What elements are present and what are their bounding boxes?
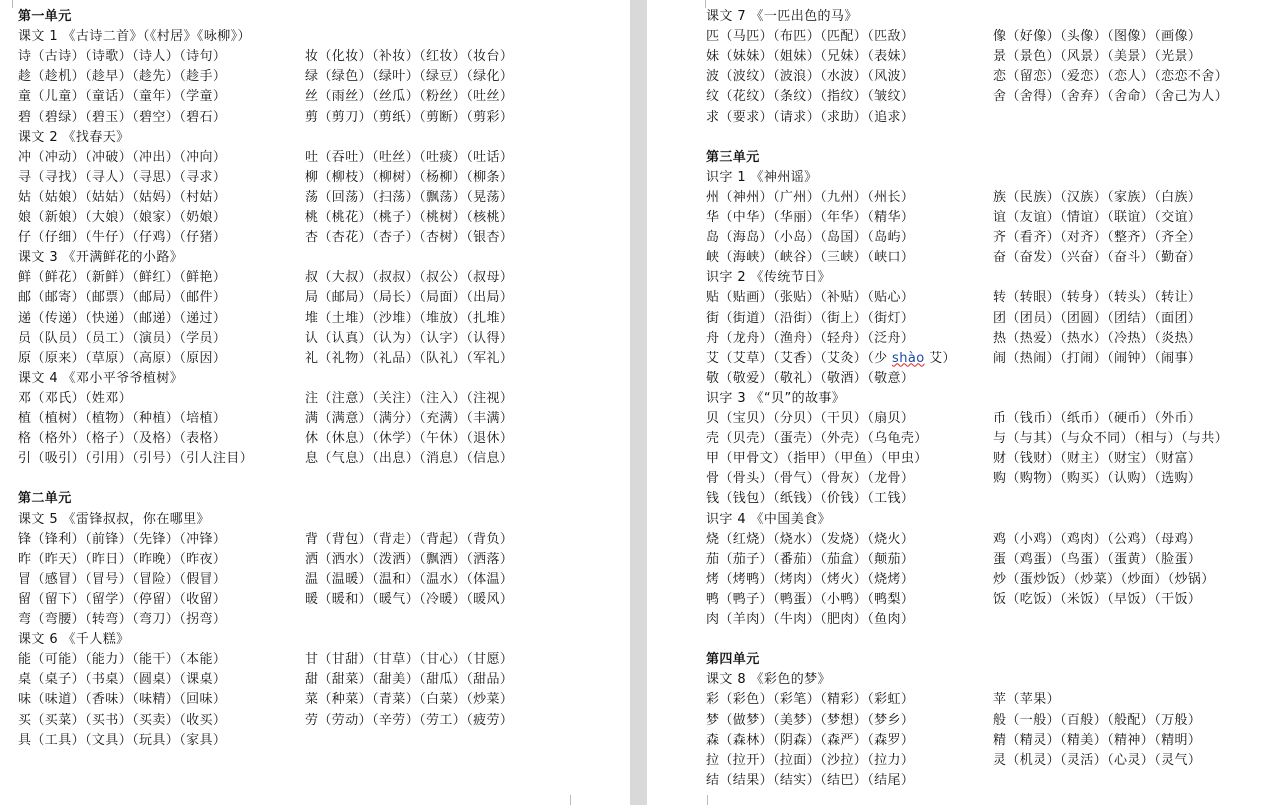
- right-document-page: [647, 0, 1280, 805]
- right-column-entry: 谊（友谊）（情谊）（联谊）（交谊）: [993, 210, 1202, 225]
- left-document-page: [0, 0, 630, 805]
- right-column-entry: 奋（奋发）（兴奋）（奋斗）（勤奋）: [993, 250, 1202, 266]
- unit-title: 第一单元: [18, 9, 72, 24]
- right-column-entry: 像（好像）（头像）（图像）（画像）: [993, 29, 1202, 45]
- word-entry-text: 梦（做梦）（美梦）（梦想）（梦乡）: [706, 712, 915, 728]
- right-column-entry: 族（民族）（汉族）（家族）（白族）: [993, 189, 1202, 205]
- word-entry-text: 原（原来）（草原）（高原）（原因）: [18, 350, 227, 366]
- word-entry-text: 锋（锋利）（前锋）（先锋）（冲锋）: [18, 531, 227, 547]
- word-entry-text: 买（买菜）（买书）（买卖）（收买）: [18, 712, 227, 728]
- right-column-entry: 杏（杏花）（杏子）（杏树）（银杏）: [305, 230, 514, 246]
- left-column-entry: [706, 228, 914, 248]
- left-column-entry: [706, 489, 914, 509]
- left-column-entry: [706, 148, 760, 168]
- left-column-entry: [706, 590, 914, 610]
- right-column-entry: 景（景色）（风景）（美景）（光景）: [993, 49, 1202, 65]
- word-entry-text: 贝（宝贝）（分贝）（干贝）（扇贝）: [706, 411, 915, 426]
- word-entry-text: 诗（古诗）（诗歌）（诗人）（诗句）: [18, 49, 227, 65]
- right-column-entry: 鸡（小鸡）（鸡肉）（公鸡）（母鸡）: [993, 531, 1202, 547]
- word-entry-text: 匹（马匹）（布匹）（匹配）（匹敌）: [706, 29, 915, 45]
- word-entry-text: 员（队员）（员工）（演员）（学员）: [18, 330, 227, 346]
- word-entry-text: 波（波纹）（波浪）（水波）（风波）: [706, 69, 915, 85]
- word-entry-text: 彩（彩色）（彩笔）（精彩）（彩虹）: [706, 692, 915, 708]
- word-entry-text: 街（街道）（沿街）（街上）（街灯）: [706, 310, 915, 326]
- left-column-entry: [18, 248, 183, 268]
- left-column-entry: [18, 188, 226, 208]
- left-column-entry: [706, 711, 914, 731]
- word-entry-text: 冲（冲动）（冲破）（冲出）（冲向）: [18, 149, 227, 165]
- left-column-entry: [706, 751, 914, 771]
- left-column-entry: [18, 268, 226, 288]
- word-entry-text: 娘（新娘）（大娘）（娘家）（奶娘）: [18, 210, 227, 225]
- word-entry-text: 课文 1 《古诗二首》（《村居》《咏柳》）: [18, 29, 251, 45]
- word-entry-text: 烤（烤鸭）（烤肉）（烤火）（烧烤）: [706, 571, 915, 587]
- right-column-entry: 恋（留恋）（爱恋）（恋人）（恋恋不舍）: [993, 69, 1229, 85]
- right-column-entry: 桃（桃花）（桃子）（桃树）（核桃）: [305, 210, 514, 225]
- left-column-entry: [18, 510, 210, 530]
- left-column-entry: [706, 449, 928, 469]
- word-entry-text: 肉（羊肉）（牛肉）（肥肉）（鱼肉）: [706, 612, 915, 627]
- left-column-entry: [18, 369, 183, 389]
- right-column-entry: 热（热爱）（热水）（冷热）（炎热）: [993, 330, 1202, 346]
- right-column-entry: 叔（大叔）（叔叔）（叔公）（叔母）: [305, 270, 514, 286]
- word-entry-text: 森（森林）（阴森）（森严）（森罗）: [706, 732, 915, 748]
- word-entry-text: 趁（趁机）（趁早）（趁先）（趁手）: [18, 69, 227, 85]
- left-column-entry: [706, 208, 914, 228]
- left-column-entry: [18, 630, 130, 650]
- left-column-entry: [18, 530, 226, 550]
- right-column-entry: 与（与其）（与众不同）（相与）（与共）: [993, 431, 1229, 447]
- left-column-entry: [18, 409, 226, 429]
- word-entry-text: 求（要求）（请求）（求助）（追求）: [706, 109, 915, 125]
- left-column-entry: [706, 610, 914, 630]
- left-column-entry: [18, 489, 72, 509]
- word-entry-text: 艾（艾草）（艾香）（艾灸）（少: [706, 350, 893, 366]
- right-column-entry: 购（购物）（购买）（认购）（选购）: [993, 471, 1202, 487]
- word-entry-text: 茄（茄子）（番茄）（茄盒）（颠茄）: [706, 551, 915, 567]
- left-column-entry: [706, 731, 914, 751]
- page-gutter: [630, 0, 647, 805]
- right-column-entry: 绿（绿色）（绿叶）（绿豆）（绿化）: [305, 69, 514, 85]
- left-column-entry: [18, 329, 226, 349]
- word-entry-text: 结（结果）（结实）（结巴）（结尾）: [706, 772, 915, 788]
- left-column-entry: [706, 288, 914, 308]
- left-column-entry: [706, 168, 818, 188]
- word-entry-text: 弯（弯腰）（转弯）（弯刀）（拐弯）: [18, 612, 227, 627]
- page-corner-mark: [570, 795, 571, 805]
- unit-title: 第二单元: [18, 491, 72, 507]
- word-entry-text: 童（儿童）（童话）（童年）（学童）: [18, 89, 227, 105]
- page-corner-mark: [707, 795, 708, 805]
- word-entry-text: 课文 3 《开满鲜花的小路》: [18, 250, 184, 266]
- word-entry-text: 鸭（鸭子）（鸭蛋）（小鸭）（鸭梨）: [706, 591, 915, 607]
- word-entry-text: 引（吸引）（引用）（引号）（引人注目）: [18, 451, 254, 467]
- left-column-entry: [706, 27, 914, 47]
- right-column-entry: 注（注意）（关注）（注入）（注视）: [305, 390, 514, 406]
- word-entry-text: 烧（红烧）（烧水）（发烧）（烧火）: [706, 531, 915, 547]
- word-entry-text: 课文 4 《邓小平爷爷植树》: [18, 370, 184, 386]
- word-entry-text: 课文 2 《找春天》: [18, 129, 130, 145]
- left-column-entry: [706, 650, 760, 670]
- left-column-entry: [18, 288, 226, 308]
- word-entry-text: 甲（甲骨文）（指甲）（甲鱼）（甲虫）: [706, 451, 928, 467]
- word-entry-text: 仔（仔细）（牛仔）（仔鸡）（仔猪）: [18, 230, 227, 246]
- right-column-entry: 甘（甘甜）（甘草）（甘心）（甘愿）: [305, 652, 514, 668]
- left-column-entry: [706, 429, 928, 449]
- left-column-entry: [706, 570, 914, 590]
- right-column-entry: 妆（化妆）（补妆）（红妆）（妆台）: [305, 49, 514, 65]
- left-column-entry: [706, 248, 914, 268]
- word-entry-text: 课文 7 《一匹出色的马》: [706, 9, 858, 24]
- left-column-entry: [18, 650, 226, 670]
- left-column-entry: [18, 610, 226, 630]
- right-column-entry: 菜（种菜）（青菜）（白菜）（炒菜）: [305, 692, 514, 708]
- word-entry-text: 拉（拉开）（拉面）（沙拉）（拉力）: [706, 752, 915, 768]
- left-column-entry: [706, 690, 914, 710]
- word-entry-text: 课文 6 《千人糕》: [18, 632, 130, 648]
- right-column-entry: 背（背包）（背走）（背起）（背负）: [305, 531, 514, 547]
- right-column-entry: 认（认真）（认为）（认字）（认得）: [305, 330, 514, 346]
- left-column-entry: [706, 510, 831, 530]
- right-column-entry: 满（满意）（满分）（充满）（丰满）: [305, 411, 514, 426]
- word-entry-text: 邓（邓氏）（姓邓）: [18, 390, 133, 406]
- left-column-entry: [706, 469, 914, 489]
- word-entry-text: 华（中华）（华丽）（年华）（精华）: [706, 210, 915, 225]
- left-column-entry: [706, 67, 914, 87]
- word-entry-text: 妹（妹妹）（姐妹）（兄妹）（表妹）: [706, 49, 915, 65]
- right-column-entry: 荡（回荡）（扫荡）（飘荡）（晃荡）: [305, 189, 514, 205]
- left-column-entry: [18, 449, 253, 469]
- word-entry-text: 碧（碧绿）（碧玉）（碧空）（碧石）: [18, 109, 227, 125]
- right-column-entry: 闹（热闹）（打闹）（闹钟）（闹事）: [993, 350, 1202, 366]
- word-entry-text: 邮（邮寄）（邮票）（邮局）（邮件）: [18, 290, 227, 306]
- word-entry-text: 鲜（鲜花）（新鲜）（鲜红）（鲜艳）: [18, 270, 227, 286]
- right-column-entry: 礼（礼物）（礼品）（队礼）（军礼）: [305, 350, 514, 366]
- word-entry-text: 课文 5 《雷锋叔叔，你在哪里》: [18, 511, 210, 527]
- right-column-entry: 灵（机灵）（灵活）（心灵）（灵气）: [993, 752, 1202, 768]
- right-column-entry: 转（转眼）（转身）（转头）（转让）: [993, 290, 1202, 306]
- right-column-entry: 柳（柳枝）（柳树）（杨柳）（柳条）: [305, 169, 514, 185]
- left-column-entry: [706, 550, 914, 570]
- word-entry-text: 峡（海峡）（峡谷）（三峡）（峡口）: [706, 250, 915, 266]
- left-column-entry: [18, 711, 226, 731]
- left-column-entry: [18, 389, 132, 409]
- left-column-entry: [706, 309, 914, 329]
- left-column-entry: [18, 148, 226, 168]
- left-column-entry: [18, 108, 226, 128]
- word-entry-text: 寻（寻找）（寻人）（寻思）（寻求）: [18, 169, 227, 185]
- right-column-entry: 团（团员）（团圆）（团结）（面团）: [993, 310, 1202, 326]
- left-column-entry: [706, 47, 914, 67]
- word-entry-text: 艾）: [924, 350, 956, 366]
- word-entry-text: 递（传递）（快递）（邮递）（递过）: [18, 310, 227, 326]
- right-column-entry: 齐（看齐）（对齐）（整齐）（齐全）: [993, 230, 1202, 246]
- left-column-entry: [706, 771, 914, 791]
- word-entry-text: 钱（钱包）（纸钱）（价钱）（工钱）: [706, 491, 915, 507]
- right-column-entry: 饭（吃饭）（米饭）（早饭）（干饭）: [993, 591, 1202, 607]
- left-column-entry: [706, 349, 956, 369]
- word-entry-text: 具（工具）（文具）（玩具）（家具）: [18, 732, 227, 748]
- left-column-entry: [18, 309, 226, 329]
- word-entry-text: 骨（骨头）（骨气）（骨灰）（龙骨）: [706, 471, 915, 487]
- left-column-entry: [18, 47, 226, 67]
- word-entry-text: 岛（海岛）（小岛）（岛国）（岛屿）: [706, 230, 915, 246]
- left-column-entry: [18, 731, 226, 751]
- right-column-entry: 丝（雨丝）（丝瓜）（粉丝）（吐丝）: [305, 89, 514, 105]
- left-column-entry: [18, 87, 226, 107]
- left-column-entry: [18, 590, 226, 610]
- word-entry-text: 识字 4 《中国美食》: [706, 511, 831, 527]
- right-column-entry: 币（钱币）（纸币）（硬币）（外币）: [993, 411, 1202, 426]
- word-entry-text: 味（味道）（香味）（味精）（回味）: [18, 692, 227, 708]
- left-column-entry: [706, 530, 914, 550]
- left-column-entry: [18, 550, 226, 570]
- unit-title: 第三单元: [706, 149, 760, 165]
- left-column-entry: [18, 429, 226, 449]
- spellcheck-flagged-pinyin[interactable]: shào: [892, 350, 925, 366]
- left-column-entry: [18, 208, 226, 228]
- left-column-entry: [18, 168, 226, 188]
- left-column-entry: [706, 7, 858, 27]
- word-entry-text: 冒（感冒）（冒号）（冒险）（假冒）: [18, 571, 227, 587]
- left-column-entry: [18, 67, 226, 87]
- right-column-entry: 精（精灵）（精美）（精神）（精明）: [993, 732, 1202, 748]
- word-entry-text: 识字 1 《神州谣》: [706, 169, 818, 185]
- unit-title: 第四单元: [706, 652, 760, 668]
- left-column-entry: [18, 7, 72, 27]
- left-column-entry: [18, 27, 251, 47]
- word-entry-text: 桌（桌子）（书桌）（圆桌）（课桌）: [18, 672, 227, 688]
- word-entry-text: 识字 2 《传统节日》: [706, 270, 831, 286]
- right-column-entry: 温（温暖）（温和）（温水）（体温）: [305, 571, 514, 587]
- right-column-entry: 剪（剪刀）（剪纸）（剪断）（剪彩）: [305, 109, 514, 125]
- right-column-entry: 洒（洒水）（泼洒）（飘洒）（洒落）: [305, 551, 514, 567]
- word-entry-text: 贴（贴画）（张贴）（补贴）（贴心）: [706, 290, 915, 306]
- word-entry-text: 昨（昨天）（昨日）（昨晚）（昨夜）: [18, 551, 227, 567]
- right-column-entry: 蛋（鸡蛋）（鸟蛋）（蛋黄）（脸蛋）: [993, 551, 1202, 567]
- word-entry-text: 壳（贝壳）（蛋壳）（外壳）（乌龟壳）: [706, 431, 928, 447]
- word-entry-text: 敬（敬爱）（敬礼）（敬酒）（敬意）: [706, 370, 915, 386]
- left-column-entry: [18, 128, 130, 148]
- left-column-entry: [706, 268, 831, 288]
- right-column-entry: 息（气息）（出息）（消息）（信息）: [305, 451, 514, 467]
- left-column-entry: [706, 389, 845, 409]
- right-column-entry: 劳（劳动）（辛劳）（劳工）（疲劳）: [305, 712, 514, 728]
- left-column-entry: [706, 329, 914, 349]
- left-column-entry: [706, 670, 831, 690]
- word-entry-text: 植（植树）（植物）（种植）（培植）: [18, 411, 227, 426]
- right-column-entry: 暖（暖和）（暖气）（冷暖）（暖风）: [305, 591, 514, 607]
- word-entry-text: 舟（龙舟）（渔舟）（轻舟）（泛舟）: [706, 330, 915, 346]
- right-column-entry: 吐（吞吐）（吐丝）（吐痰）（吐话）: [305, 149, 514, 165]
- left-column-entry: [18, 690, 226, 710]
- word-entry-text: 格（格外）（格子）（及格）（表格）: [18, 431, 227, 447]
- left-column-entry: [18, 349, 226, 369]
- right-column-entry: 甜（甜菜）（甜美）（甜瓜）（甜品）: [305, 672, 514, 688]
- word-entry-text: 姑（姑娘）（姑姑）（姑妈）（村姑）: [18, 189, 227, 205]
- left-column-entry: [706, 369, 914, 389]
- left-column-entry: [18, 670, 226, 690]
- right-column-entry: 炒（蛋炒饭）（炒菜）（炒面）（炒锅）: [993, 571, 1215, 587]
- left-column-entry: [18, 570, 226, 590]
- word-entry-text: 能（可能）（能力）（能干）（本能）: [18, 652, 227, 668]
- left-column-entry: [706, 188, 914, 208]
- word-entry-text: 课文 8 《彩色的梦》: [706, 672, 831, 688]
- right-column-entry: 财（钱财）（财主）（财宝）（财富）: [993, 451, 1202, 467]
- word-entry-text: 留（留下）（留学）（停留）（收留）: [18, 591, 227, 607]
- left-column-entry: [706, 409, 914, 429]
- left-column-entry: [706, 87, 914, 107]
- left-column-entry: [706, 108, 914, 128]
- word-entry-text: 识字 3 《“贝”的故事》: [706, 390, 846, 406]
- right-column-entry: 舍（舍得）（舍弃）（舍命）（舍己为人）: [993, 89, 1229, 105]
- right-column-entry: 堆（土堆）（沙堆）（堆放）（扎堆）: [305, 310, 514, 326]
- word-entry-text: 纹（花纹）（条纹）（指纹）（皱纹）: [706, 89, 915, 105]
- page-corner-mark: [12, 0, 13, 8]
- word-entry-text: 州（神州）（广州）（九州）（州长）: [706, 189, 915, 205]
- right-column-entry: 般（一般）（百般）（般配）（万般）: [993, 712, 1202, 728]
- left-column-entry: [18, 228, 226, 248]
- right-column-entry: 苹（苹果）: [993, 692, 1061, 708]
- right-column-entry: 休（休息）（休学）（午休）（退休）: [305, 431, 514, 447]
- right-column-entry: 局（邮局）（局长）（局面）（出局）: [305, 290, 514, 306]
